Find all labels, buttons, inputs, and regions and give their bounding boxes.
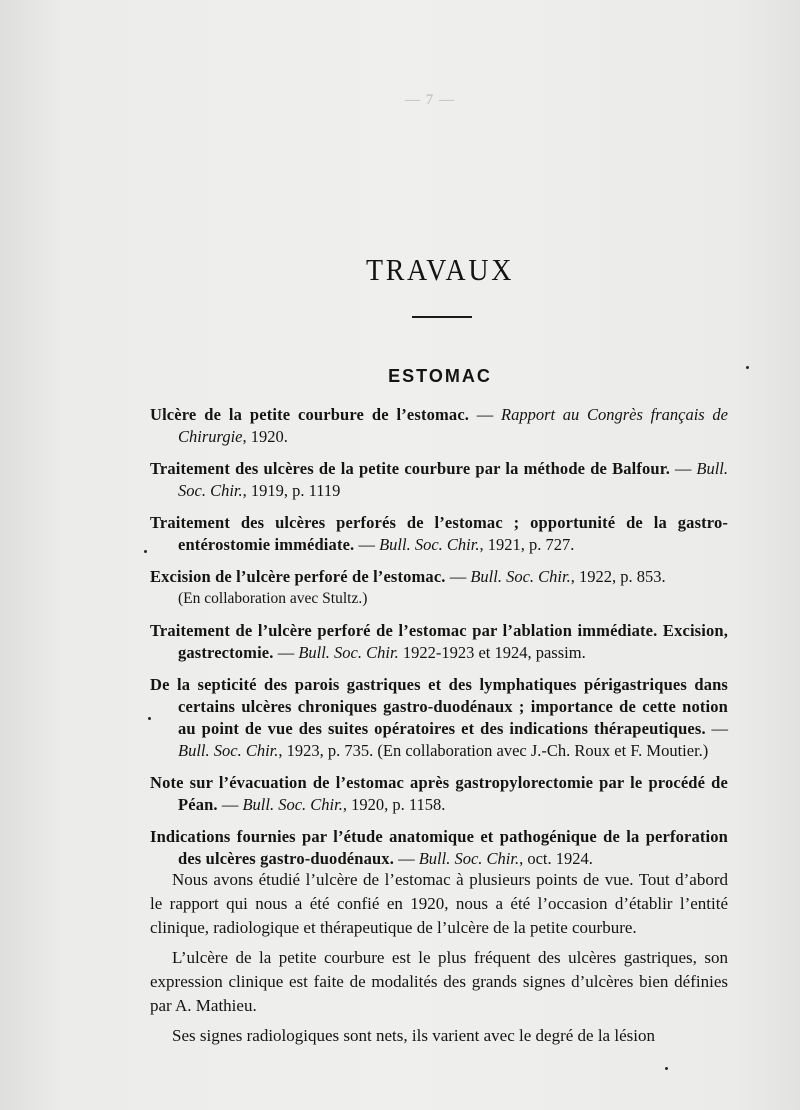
bibliography-entry (150, 674, 728, 762)
entry-details: , 1922, p. 853. (570, 567, 666, 586)
entry-separator: — (354, 535, 380, 554)
entry-title: Indications fournies par l’étude anatomique et pathogénique de la perforation des ulcères gastro-duodénaux. (150, 827, 728, 868)
entry-title: Ulcère de la petite courbure de l’estomac. (150, 405, 470, 424)
entry-source: Bull. Soc. Chir. (418, 849, 520, 868)
entry-separator: — (273, 643, 299, 662)
entry-details: , 1921, p. 727. (479, 535, 575, 554)
entry-details: , 1919, p. 1119 (242, 481, 341, 500)
entry-details: , 1920. (242, 427, 288, 446)
entry-separator: — (445, 567, 471, 586)
entry-title: Excision de l’ulcère perforé de l’estomac. (150, 567, 446, 586)
bibliography-entry (150, 772, 728, 816)
entry-details: , 1923, p. 735. (En collaboration avec J.-Ch. Roux et F. Moutier.) (278, 741, 709, 760)
page-title: TRAVAUX (365, 252, 515, 287)
body-paragraph: Nous avons étudié l’ulcère de l’estomac à plusieurs points de vue. Tout d’abord le rapport qui nous a été confié en 1920, nous a été l’occasion d’établir l’entité clinique, radiologique et thérapeutique de l’ulcère de la petite courbure. (150, 870, 728, 937)
entry-note: (En collaboration avec Stultz.) (178, 590, 368, 607)
entry-details: , 1920, p. 1158. (342, 795, 446, 814)
entry-source: Bull. Soc. Chir. (298, 643, 399, 662)
entry-title: De la septicité des parois gastriques et des lymphatiques périgastriques dans certains ulcères chroniques gastro-duodénaux ; importance de cette notion au point de vue des suites opératoires et des indications thérapeutiques. (150, 675, 728, 738)
title-divider (412, 316, 472, 318)
bibliography-entry (150, 404, 728, 448)
bibliography-entry (150, 458, 728, 502)
entry-separator: — (705, 719, 729, 738)
bibliography-list (150, 404, 728, 880)
entry-source: Bull. Soc. Chir. (178, 459, 728, 500)
bibliography-entry (150, 512, 728, 556)
entry-separator: — (670, 459, 697, 478)
section-heading: ESTOMAC (388, 366, 492, 386)
entry-title: Traitement des ulcères perforés de l’estomac ; opportunité de la gastro-entérostomie immédiate. (150, 513, 728, 554)
entry-title: Traitement des ulcères de la petite courbure par la méthode de Balfour. (150, 459, 670, 478)
bibliography-entry (150, 566, 728, 610)
entry-separator: — (393, 849, 419, 868)
print-speck (148, 717, 151, 720)
entry-source: Bull. Soc. Chir. (242, 795, 343, 814)
body-paragraph: L’ulcère de la petite courbure est le plus fréquent des ulcères gastriques, son expression clinique est faite de modalités des grands signes d’ulcères bien définies par A. Mathieu. (150, 948, 728, 1015)
entry-details: , oct. 1924. (519, 849, 593, 868)
entry-source: Bull. Soc. Chir. (470, 567, 571, 586)
body-text (150, 868, 728, 1054)
entry-details: 1922-1923 et 1924, passim. (398, 643, 586, 662)
print-speck (144, 550, 147, 553)
entry-title: Note sur l’évacuation de l’estomac après gastropylorectomie par le procédé de Péan. (150, 773, 728, 814)
entry-title: Traitement de l’ulcère perforé de l’estomac par l’ablation immédiate. Excision, gastrectomie. (150, 621, 728, 662)
print-speck (746, 366, 749, 369)
bibliography-entry (150, 826, 728, 870)
body-paragraph: Ses signes radiologiques sont nets, ils varient avec le degré de la lésion (172, 1026, 655, 1045)
entry-source: Rapport au Congrès français de Chirurgie (178, 405, 728, 446)
print-speck (665, 1067, 668, 1070)
entry-source: Bull. Soc. Chir. (178, 741, 279, 760)
entry-source: Bull. Soc. Chir. (379, 535, 480, 554)
entry-separator: — (217, 795, 243, 814)
page-folio: — 7 — (405, 92, 455, 108)
entry-separator: — (469, 405, 501, 424)
bibliography-entry (150, 620, 728, 664)
